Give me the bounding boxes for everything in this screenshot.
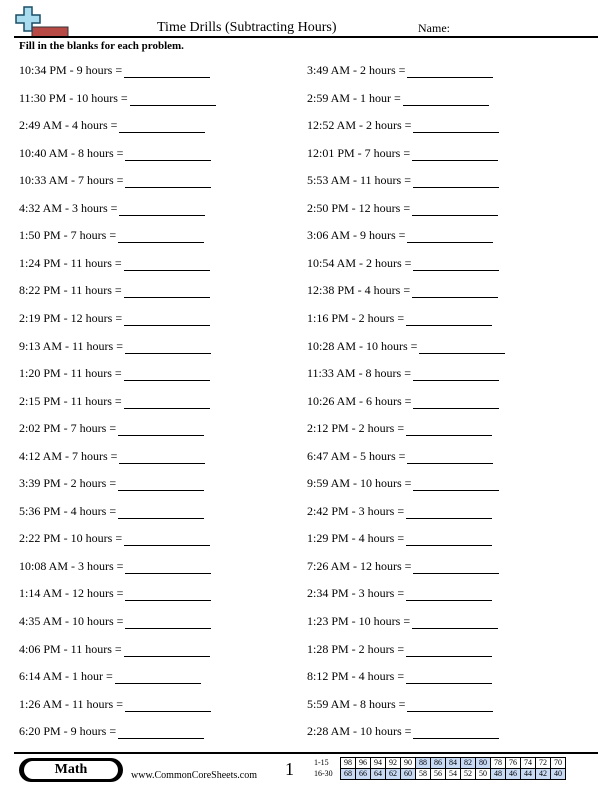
problem-item <box>307 90 489 106</box>
problem-text: 10:28 AM - 10 hours = <box>307 338 418 353</box>
problem-text: 2:12 PM - 2 hours = <box>307 421 405 436</box>
answer-blank[interactable] <box>413 726 499 739</box>
problem-text: 1:14 AM - 12 hours = <box>19 586 124 601</box>
problem-item <box>307 420 492 436</box>
problem-item <box>307 530 492 546</box>
score-range-label: 16-30 <box>314 769 333 778</box>
problem-item <box>307 145 498 161</box>
problem-item <box>19 393 210 409</box>
problem-text: 10:34 PM - 9 hours = <box>19 63 123 77</box>
problem-text: 2:50 PM - 12 hours = <box>307 200 411 215</box>
score-cell: 98 <box>341 758 356 769</box>
problem-item <box>307 338 505 354</box>
answer-blank[interactable] <box>406 313 492 326</box>
problem-text: 5:36 PM - 4 hours = <box>19 503 117 518</box>
problem-text: 12:01 PM - 7 hours = <box>307 145 411 160</box>
problem-item <box>19 255 210 271</box>
problem-text: 10:33 AM - 7 hours = <box>19 173 124 188</box>
score-cell: 62 <box>386 769 401 780</box>
answer-blank[interactable] <box>124 258 210 271</box>
problem-text: 1:24 PM - 11 hours = <box>19 255 122 270</box>
answer-blank[interactable] <box>125 561 211 574</box>
problem-text: 4:06 PM - 11 hours = <box>19 641 122 656</box>
answer-blank[interactable] <box>125 588 211 601</box>
problem-item <box>19 172 211 188</box>
score-cell: 66 <box>356 769 371 780</box>
answer-blank[interactable] <box>118 478 204 491</box>
problem-text: 10:40 AM - 8 hours = <box>19 145 124 160</box>
answer-blank[interactable] <box>413 258 499 271</box>
problem-item <box>307 282 498 298</box>
problem-item <box>19 696 211 712</box>
score-cell: 92 <box>386 758 401 769</box>
answer-blank[interactable] <box>124 65 210 78</box>
problem-item <box>307 62 493 78</box>
subject-label: Math <box>54 762 88 777</box>
score-range-label: 1-15 <box>314 758 329 767</box>
problem-item <box>307 641 492 657</box>
score-cell: 76 <box>506 758 521 769</box>
answer-blank[interactable] <box>115 671 201 684</box>
subject-badge <box>19 758 123 782</box>
problem-text: 3:49 AM - 2 hours = <box>307 63 406 77</box>
answer-blank[interactable] <box>406 588 492 601</box>
answer-blank[interactable] <box>125 699 211 712</box>
problem-item <box>19 200 205 216</box>
score-row <box>312 769 566 780</box>
problem-text: 12:52 AM - 2 hours = <box>307 118 412 133</box>
problem-text: 4:32 AM - 3 hours = <box>19 200 118 215</box>
score-cell: 46 <box>506 769 521 780</box>
score-cell: 44 <box>521 769 536 780</box>
problem-text: 11:33 AM - 8 hours = <box>307 366 411 381</box>
problem-text: 2:02 PM - 7 hours = <box>19 421 117 436</box>
answer-blank[interactable] <box>125 341 211 354</box>
answer-blank[interactable] <box>406 533 492 546</box>
problem-item <box>307 475 499 491</box>
problem-item <box>19 90 216 106</box>
problem-item <box>307 668 492 684</box>
problem-text: 1:23 PM - 10 hours = <box>307 614 411 628</box>
answer-blank[interactable] <box>118 230 204 243</box>
answer-blank[interactable] <box>412 616 498 629</box>
answer-blank[interactable] <box>119 120 205 133</box>
problem-text: 3:39 PM - 2 hours = <box>19 476 117 491</box>
answer-blank[interactable] <box>419 341 505 354</box>
problem-item <box>307 613 498 629</box>
score-cell: 74 <box>521 758 536 769</box>
problem-text: 10:26 AM - 6 hours = <box>307 393 412 408</box>
answer-blank[interactable] <box>406 506 492 519</box>
problem-text: 2:49 AM - 4 hours = <box>19 118 118 133</box>
answer-blank[interactable] <box>413 368 499 381</box>
problem-item <box>307 696 493 712</box>
problem-text: 6:20 PM - 9 hours = <box>19 724 117 739</box>
score-cell: 88 <box>416 758 431 769</box>
name-label: Name: <box>418 21 450 35</box>
score-cell: 72 <box>536 758 551 769</box>
problem-item <box>307 227 493 243</box>
answer-blank[interactable] <box>406 644 492 657</box>
problem-text: 10:08 AM - 3 hours = <box>19 558 124 573</box>
problem-text: 4:35 AM - 10 hours = <box>19 614 124 628</box>
problem-item <box>19 613 211 629</box>
answer-blank[interactable] <box>125 148 211 161</box>
footer-divider <box>14 752 598 754</box>
answer-blank[interactable] <box>403 93 489 106</box>
problem-text: 6:14 AM - 1 hour = <box>19 669 113 684</box>
answer-blank[interactable] <box>406 423 492 436</box>
score-cell: 68 <box>341 769 356 780</box>
answer-blank[interactable] <box>130 93 216 106</box>
score-cell: 78 <box>491 758 506 769</box>
problem-item <box>307 503 492 519</box>
score-cell: 50 <box>476 769 491 780</box>
problem-item <box>307 558 499 574</box>
answer-blank[interactable] <box>119 203 205 216</box>
answer-blank[interactable] <box>124 644 210 657</box>
problem-item <box>307 172 499 188</box>
answer-blank[interactable] <box>118 726 204 739</box>
problem-text: 5:59 AM - 8 hours = <box>307 696 406 711</box>
answer-blank[interactable] <box>124 368 210 381</box>
website-label: www.CommonCoreSheets.com <box>131 770 258 781</box>
problem-text: 12:38 PM - 4 hours = <box>307 283 411 298</box>
page-number: 1 <box>285 759 294 779</box>
problem-item <box>19 62 210 78</box>
problem-item <box>19 641 210 657</box>
problem-item <box>19 310 210 326</box>
score-cell: 54 <box>446 769 461 780</box>
problem-item <box>19 117 205 133</box>
answer-blank[interactable] <box>406 671 492 684</box>
problem-text: 4:12 AM - 7 hours = <box>19 448 118 463</box>
problem-item <box>19 227 204 243</box>
problem-item <box>307 200 498 216</box>
answer-blank[interactable] <box>119 451 205 464</box>
problem-item <box>19 585 211 601</box>
problem-item <box>307 365 499 381</box>
score-cell: 82 <box>461 758 476 769</box>
problem-text: 1:50 PM - 7 hours = <box>19 228 117 243</box>
problem-item <box>307 585 492 601</box>
score-cell: 80 <box>476 758 491 769</box>
answer-blank[interactable] <box>125 616 211 629</box>
score-cell: 84 <box>446 758 461 769</box>
answer-blank[interactable] <box>413 478 499 491</box>
problem-text: 1:29 PM - 4 hours = <box>307 531 405 546</box>
score-cell: 90 <box>401 758 416 769</box>
plus-logo-icon <box>14 6 70 38</box>
score-cell: 48 <box>491 769 506 780</box>
score-cell: 96 <box>356 758 371 769</box>
problem-text: 1:28 PM - 2 hours = <box>307 641 405 656</box>
problem-item <box>307 393 499 409</box>
problem-item <box>19 558 211 574</box>
score-cell: 52 <box>461 769 476 780</box>
problem-item <box>19 420 204 436</box>
problem-text: 2:15 PM - 11 hours = <box>19 393 122 408</box>
answer-blank[interactable] <box>407 65 493 78</box>
problem-item <box>19 145 211 161</box>
score-cell: 40 <box>551 769 566 780</box>
problem-item <box>307 723 499 739</box>
problem-item <box>19 448 205 464</box>
problem-item <box>307 448 493 464</box>
problem-text: 2:34 PM - 3 hours = <box>307 586 405 601</box>
problem-item <box>19 365 210 381</box>
problem-text: 9:13 AM - 11 hours = <box>19 338 123 353</box>
problem-item <box>19 282 210 298</box>
score-row <box>312 758 566 769</box>
problem-text: 11:30 PM - 10 hours = <box>19 90 128 105</box>
problem-item <box>307 255 499 271</box>
score-cell: 64 <box>371 769 386 780</box>
problem-text: 10:54 AM - 2 hours = <box>307 255 412 270</box>
problem-text: 9:59 AM - 10 hours = <box>307 476 412 491</box>
problem-item <box>19 475 204 491</box>
answer-blank[interactable] <box>412 285 498 298</box>
problem-text: 3:06 AM - 9 hours = <box>307 228 406 243</box>
answer-blank[interactable] <box>413 120 499 133</box>
score-table <box>312 757 566 780</box>
answer-blank[interactable] <box>124 313 210 326</box>
answer-blank[interactable] <box>124 285 210 298</box>
instructions: Fill in the blanks for each problem. <box>19 40 184 52</box>
problem-item <box>19 723 204 739</box>
answer-blank[interactable] <box>413 561 499 574</box>
answer-blank[interactable] <box>124 396 210 409</box>
score-cell: 94 <box>371 758 386 769</box>
answer-blank[interactable] <box>407 699 493 712</box>
score-cell: 70 <box>551 758 566 769</box>
score-cell: 86 <box>431 758 446 769</box>
problem-item <box>19 530 210 546</box>
header-divider <box>14 36 598 38</box>
problem-item <box>19 668 201 684</box>
answer-blank[interactable] <box>407 230 493 243</box>
score-cell: 60 <box>401 769 416 780</box>
answer-blank[interactable] <box>413 175 499 188</box>
problem-text: 2:22 PM - 10 hours = <box>19 531 123 546</box>
problem-text: 2:28 AM - 10 hours = <box>307 724 412 739</box>
score-cell: 58 <box>416 769 431 780</box>
problem-item <box>19 503 204 519</box>
problem-item <box>307 310 492 326</box>
problem-text: 2:59 AM - 1 hour = <box>307 90 401 105</box>
score-cell: 42 <box>536 769 551 780</box>
answer-blank[interactable] <box>413 396 499 409</box>
problem-text: 8:12 PM - 4 hours = <box>307 669 405 684</box>
answer-blank[interactable] <box>118 506 204 519</box>
answer-blank[interactable] <box>118 423 204 436</box>
problem-text: 5:53 AM - 11 hours = <box>307 173 411 188</box>
answer-blank[interactable] <box>407 451 493 464</box>
problem-item <box>19 338 211 354</box>
answer-blank[interactable] <box>125 175 211 188</box>
problem-text: 7:26 AM - 12 hours = <box>307 558 412 573</box>
page-title: Time Drills (Subtracting Hours) <box>157 20 337 35</box>
problem-text: 8:22 PM - 11 hours = <box>19 283 122 298</box>
problem-text: 2:19 PM - 12 hours = <box>19 310 123 325</box>
problem-text: 6:47 AM - 5 hours = <box>307 448 406 463</box>
answer-blank[interactable] <box>124 533 210 546</box>
answer-blank[interactable] <box>412 148 498 161</box>
problem-text: 2:42 PM - 3 hours = <box>307 503 405 518</box>
problem-text: 1:26 AM - 11 hours = <box>19 696 123 711</box>
problem-text: 1:20 PM - 11 hours = <box>19 366 122 381</box>
answer-blank[interactable] <box>412 203 498 216</box>
problem-item <box>307 117 499 133</box>
score-cell: 56 <box>431 769 446 780</box>
problem-text: 1:16 PM - 2 hours = <box>307 310 405 325</box>
